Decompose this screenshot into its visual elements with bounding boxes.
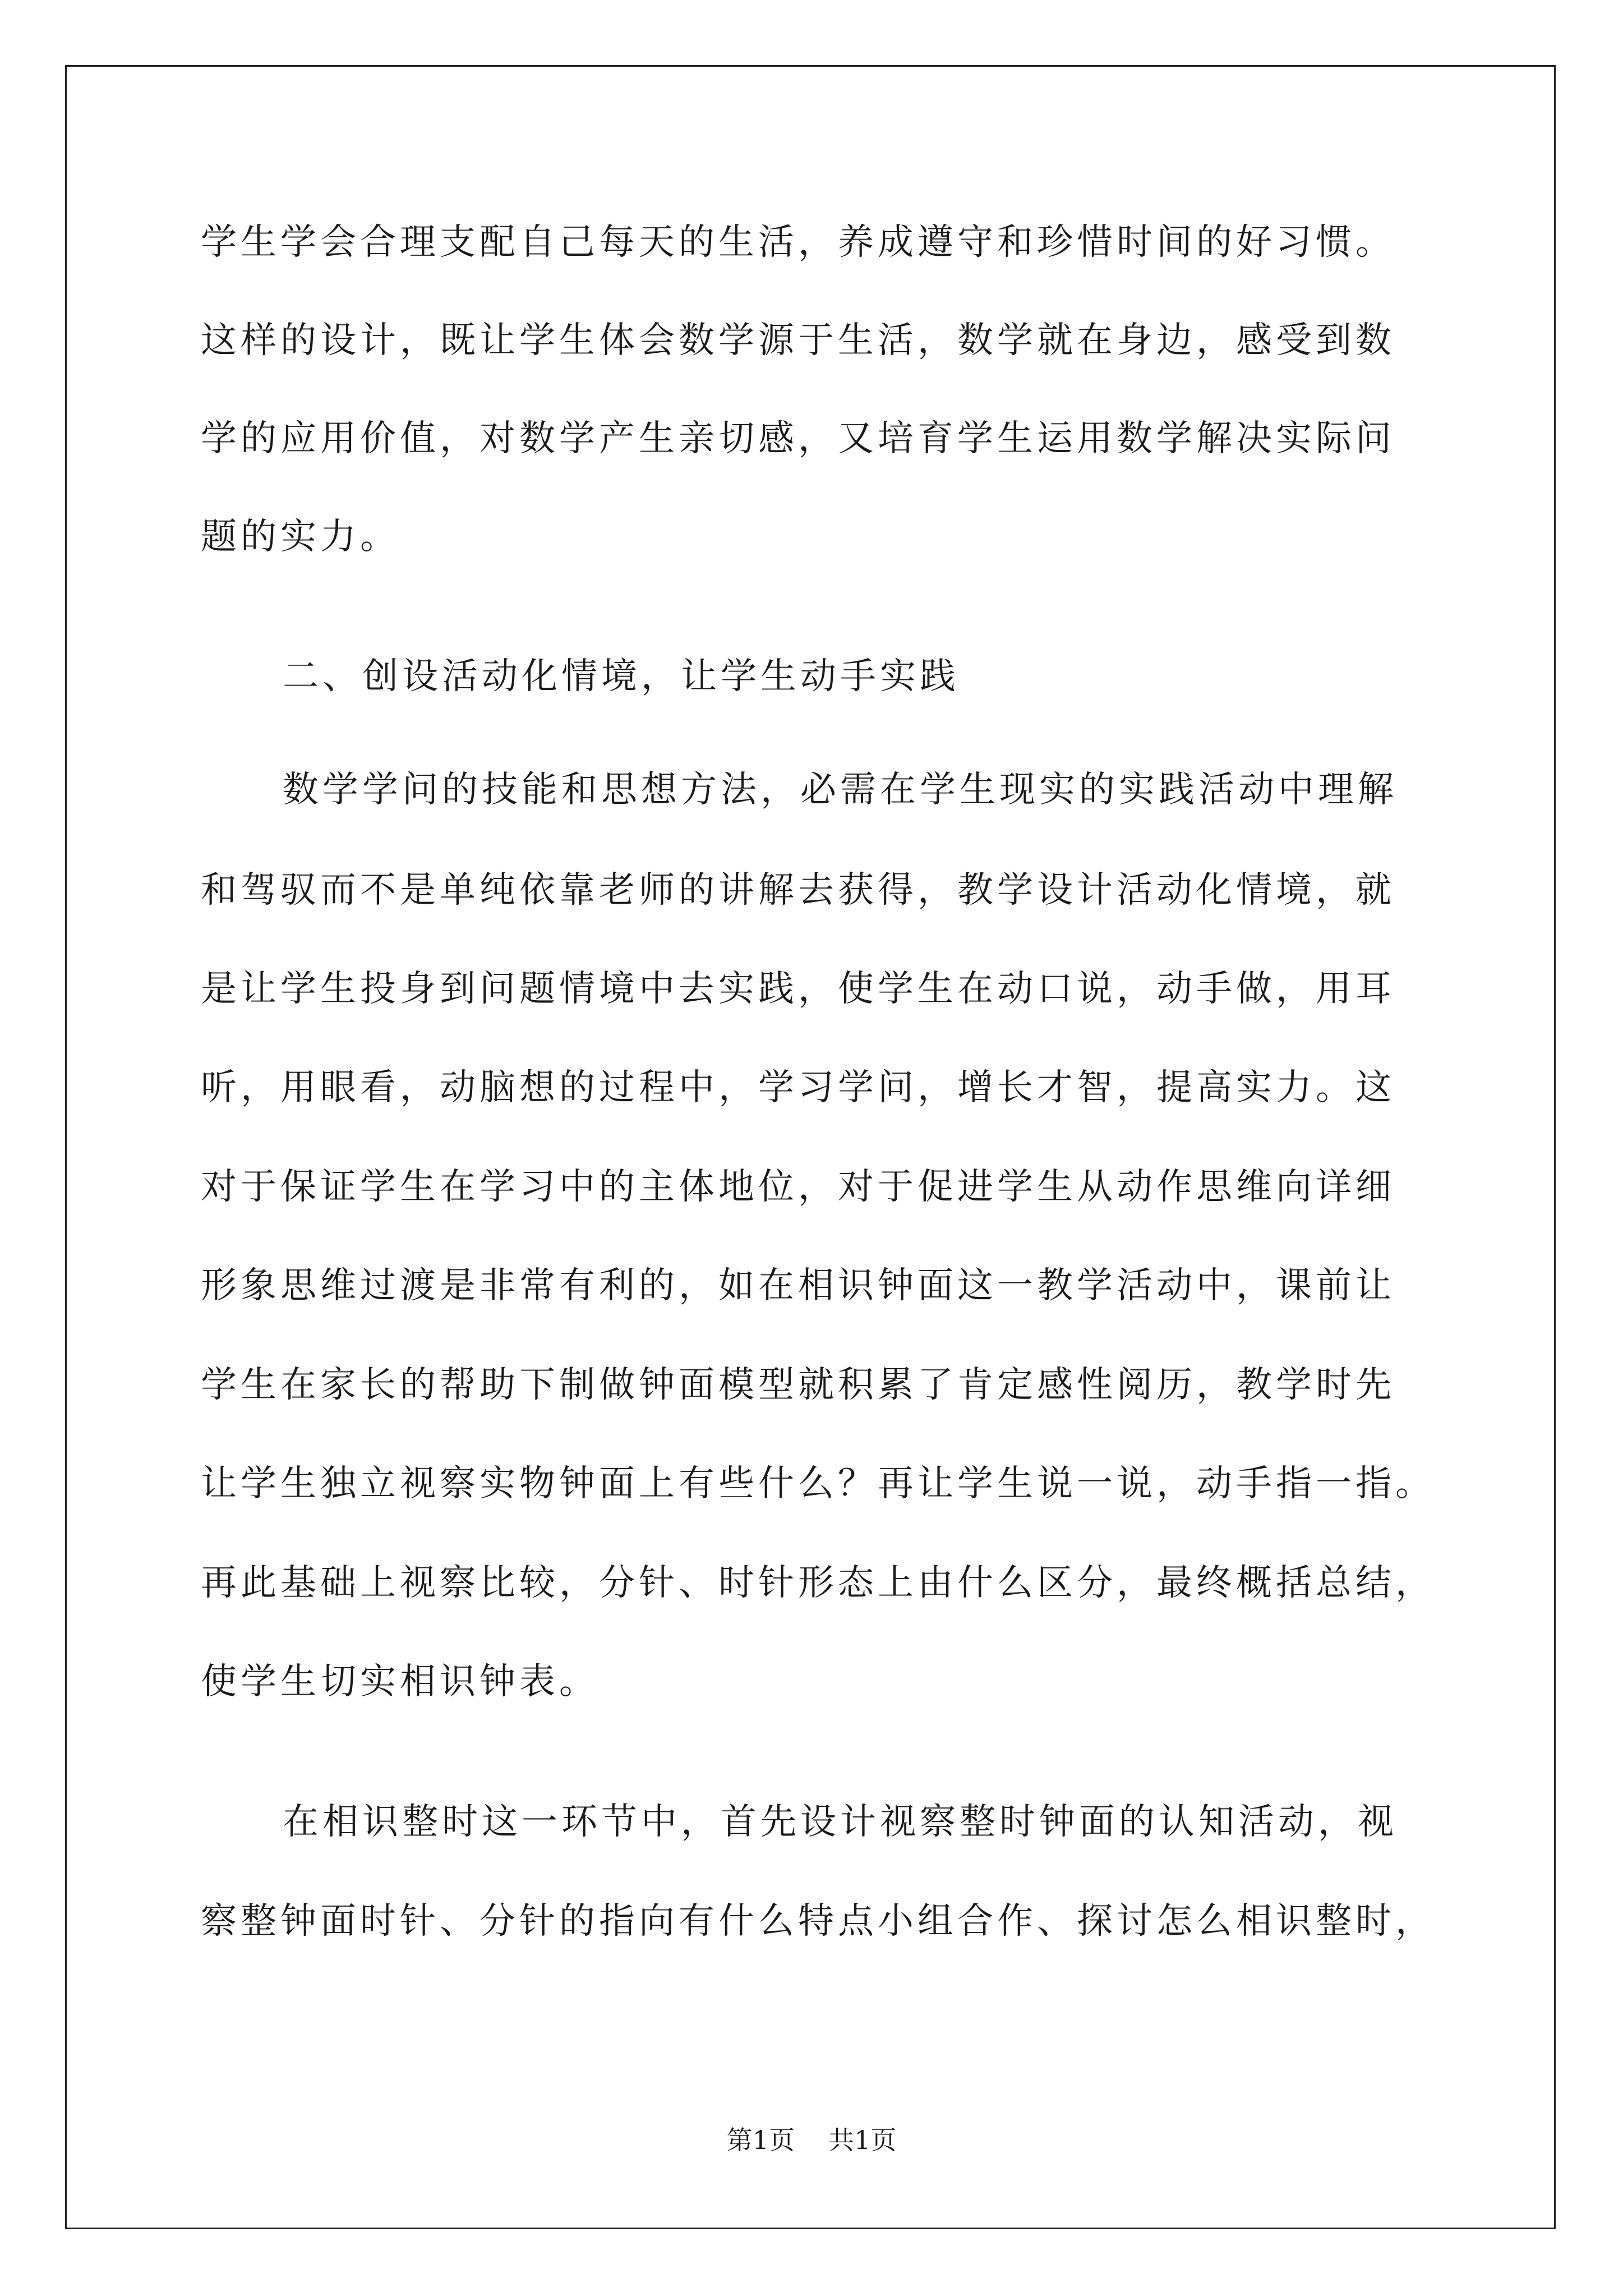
text-line: 和驾驭而不是单纯依靠老师的讲解去获得，教学设计活动化情境，就 bbox=[201, 869, 1395, 911]
page-total: 共1页 bbox=[828, 2125, 897, 2155]
text-line: 察整钟面时针、分针的指向有什么特点小组合作、探讨怎么相识整时， bbox=[201, 1901, 1435, 1942]
text-line: 在相识整时这一环节中，首先设计视察整时钟面的认知活动，视 bbox=[283, 1801, 1398, 1843]
text-line: 再此基础上视察比较，分针、时针形态上由什么区分，最终概括总结， bbox=[201, 1562, 1435, 1604]
text-line: 是让学生投身到问题情境中去实践，使学生在动口说，动手做，用耳 bbox=[201, 968, 1395, 1010]
text-line: 使学生切实相识钟表。 bbox=[201, 1661, 599, 1703]
page-number: 第1页 bbox=[726, 2125, 795, 2155]
text-line: 听，用眼看，动脑想的过程中，学习学问，增长才智，提高实力。这 bbox=[201, 1067, 1395, 1108]
section-heading: 二、创设活动化情境，让学生动手实践 bbox=[283, 656, 960, 697]
text-line: 这样的设计，既让学生体会数学源于生活，数学就在身边，感受到数 bbox=[201, 320, 1395, 361]
page-footer bbox=[0, 2124, 1623, 2156]
text-line: 学生学会合理支配自己每天的生活，养成遵守和珍惜时间的好习惯。 bbox=[201, 222, 1395, 263]
text-line: 题的实力。 bbox=[201, 516, 400, 558]
text-line: 学的应用价值，对数学产生亲切感，又培育学生运用数学解决实际问 bbox=[201, 418, 1395, 459]
text-line: 学生在家长的帮助下制做钟面模型就积累了肯定感性阅历，教学时先 bbox=[201, 1364, 1395, 1406]
text-line: 形象思维过渡是非常有利的，如在相识钟面这一教学活动中，课前让 bbox=[201, 1265, 1395, 1306]
text-line: 对于保证学生在学习中的主体地位，对于促进学生从动作思维向详细 bbox=[201, 1166, 1395, 1208]
text-line: 让学生独立视察实物钟面上有些什么？再让学生说一说，动手指一指。 bbox=[201, 1463, 1435, 1504]
text-line: 数学学问的技能和思想方法，必需在学生现实的实践活动中理解 bbox=[283, 769, 1398, 811]
